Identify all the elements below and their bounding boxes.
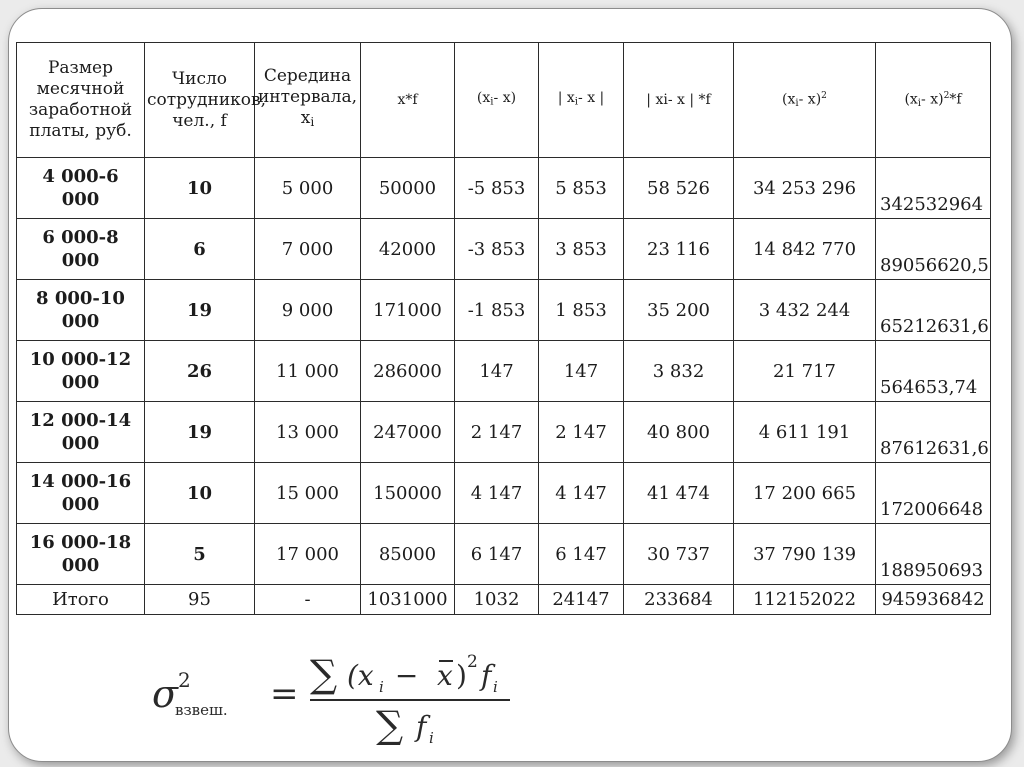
cell-total-squared-deviation: 112152022 xyxy=(734,585,876,615)
cell-abs-deviation-times-f: 3 832 xyxy=(624,341,734,402)
formula-numerator-f: f xyxy=(481,659,492,692)
cell-employee-count: 19 xyxy=(145,402,255,463)
cell-squared-deviation-times-f: 89056620,5 xyxy=(876,219,991,280)
cell-x-times-f: 171000 xyxy=(361,280,455,341)
header-deviation: ($x_i-$ x) xyxy=(455,43,539,158)
formula-numerator-sum: ∑ xyxy=(310,652,338,696)
cell-total-abs-deviation: 24147 xyxy=(539,585,624,615)
formula-sigma: σ xyxy=(152,672,178,716)
cell-deviation: 6 147 xyxy=(455,524,539,585)
cell-abs-deviation-times-f: 30 737 xyxy=(624,524,734,585)
cell-squared-deviation-times-f: 172006648 xyxy=(876,463,991,524)
cell-employee-count: 6 xyxy=(145,219,255,280)
cell-x-times-f: 85000 xyxy=(361,524,455,585)
cell-total-label: Итого xyxy=(17,585,145,615)
header-squared-deviation: ($x_i-$ x)$^2$ xyxy=(734,43,876,158)
cell-midpoint: 13 000 xyxy=(255,402,361,463)
formula-numerator-open: (x xyxy=(347,659,374,692)
cell-x-times-f: 286000 xyxy=(361,341,455,402)
formula-denominator-f: f xyxy=(416,710,427,743)
cell-abs-deviation-times-f: 40 800 xyxy=(624,402,734,463)
cell-squared-deviation: 3 432 244 xyxy=(734,280,876,341)
header-abs-deviation: | $x_i-$ x | xyxy=(539,43,624,158)
cell-midpoint: 15 000 xyxy=(255,463,361,524)
cell-squared-deviation: 21 717 xyxy=(734,341,876,402)
cell-deviation: 147 xyxy=(455,341,539,402)
cell-total-deviation: 1032 xyxy=(455,585,539,615)
cell-squared-deviation: 37 790 139 xyxy=(734,524,876,585)
table-row xyxy=(17,219,991,280)
cell-squared-deviation: 4 611 191 xyxy=(734,402,876,463)
table-row xyxy=(17,463,991,524)
formula-numerator-f-i: i xyxy=(493,678,498,696)
cell-total-x-times-f: 1031000 xyxy=(361,585,455,615)
cell-squared-deviation-times-f: 342532964 xyxy=(876,158,991,219)
cell-salary-range: 12 000-14 000 xyxy=(17,402,145,463)
table-row xyxy=(17,341,991,402)
cell-employee-count: 26 xyxy=(145,341,255,402)
cell-squared-deviation: 14 842 770 xyxy=(734,219,876,280)
formula-sigma-power: 2 xyxy=(178,668,191,692)
cell-squared-deviation: 17 200 665 xyxy=(734,463,876,524)
formula-sigma-subscript: взвеш. xyxy=(175,701,228,719)
cell-salary-range: 8 000-10 000 xyxy=(17,280,145,341)
cell-squared-deviation-times-f: 564653,74 xyxy=(876,341,991,402)
formula-equals: = xyxy=(270,674,299,714)
cell-midpoint: 9 000 xyxy=(255,280,361,341)
cell-salary-range: 16 000-18 000 xyxy=(17,524,145,585)
table-total-row xyxy=(17,585,991,615)
cell-x-times-f: 42000 xyxy=(361,219,455,280)
header-salary-range: Размер месячной заработной платы, руб. xyxy=(17,43,145,158)
cell-squared-deviation: 34 253 296 xyxy=(734,158,876,219)
cell-x-times-f: 50000 xyxy=(361,158,455,219)
cell-deviation: -1 853 xyxy=(455,280,539,341)
salary-statistics-table xyxy=(16,42,991,615)
header-interval-midpoint: Середина интервала, $x_i$ xyxy=(255,43,361,158)
cell-abs-deviation: 4 147 xyxy=(539,463,624,524)
cell-employee-count: 19 xyxy=(145,280,255,341)
cell-squared-deviation-times-f: 188950693 xyxy=(876,524,991,585)
formula-denominator-f-i: i xyxy=(429,729,434,745)
table-row xyxy=(17,402,991,463)
cell-midpoint: 7 000 xyxy=(255,219,361,280)
cell-abs-deviation: 3 853 xyxy=(539,219,624,280)
header-abs-deviation-times-f: | xi- x | *f xyxy=(624,43,734,158)
table-header-row xyxy=(17,43,991,158)
cell-abs-deviation-times-f: 35 200 xyxy=(624,280,734,341)
cell-salary-range: 6 000-8 000 xyxy=(17,219,145,280)
cell-midpoint: 11 000 xyxy=(255,341,361,402)
cell-x-times-f: 150000 xyxy=(361,463,455,524)
formula-numerator-i: i xyxy=(379,678,384,696)
table-row xyxy=(17,158,991,219)
cell-abs-deviation: 6 147 xyxy=(539,524,624,585)
cell-abs-deviation: 1 853 xyxy=(539,280,624,341)
cell-employee-count: 10 xyxy=(145,463,255,524)
header-squared-deviation-times-f: ($x_i-$ x)$^2$*f xyxy=(876,43,991,158)
cell-midpoint: 5 000 xyxy=(255,158,361,219)
cell-deviation: 4 147 xyxy=(455,463,539,524)
cell-abs-deviation: 2 147 xyxy=(539,402,624,463)
table-row xyxy=(17,524,991,585)
formula-denominator-sum: ∑ xyxy=(376,703,404,745)
cell-abs-deviation-times-f: 41 474 xyxy=(624,463,734,524)
cell-salary-range: 10 000-12 000 xyxy=(17,341,145,402)
cell-deviation: -3 853 xyxy=(455,219,539,280)
header-employee-count: Число сотрудников, чел., f xyxy=(145,43,255,158)
weighted-variance-formula xyxy=(150,645,550,745)
cell-salary-range: 4 000-6 000 xyxy=(17,158,145,219)
cell-squared-deviation-times-f: 65212631,6 xyxy=(876,280,991,341)
cell-deviation: -5 853 xyxy=(455,158,539,219)
formula-numerator-power: 2 xyxy=(467,652,478,672)
cell-employee-count: 10 xyxy=(145,158,255,219)
formula-numerator-xbar: x xyxy=(437,659,453,692)
cell-total-employee-count: 95 xyxy=(145,585,255,615)
cell-deviation: 2 147 xyxy=(455,402,539,463)
cell-squared-deviation-times-f: 87612631,6 xyxy=(876,402,991,463)
cell-midpoint: 17 000 xyxy=(255,524,361,585)
cell-abs-deviation-times-f: 58 526 xyxy=(624,158,734,219)
formula-numerator-close: ) xyxy=(456,659,467,692)
header-x-times-f: x*f xyxy=(361,43,455,158)
table-row xyxy=(17,280,991,341)
cell-x-times-f: 247000 xyxy=(361,402,455,463)
formula-numerator-minus: − xyxy=(386,659,428,692)
cell-total-midpoint: - xyxy=(255,585,361,615)
cell-total-abs-deviation-times-f: 233684 xyxy=(624,585,734,615)
cell-total-squared-deviation-times-f: 945936842 xyxy=(876,585,991,615)
cell-abs-deviation-times-f: 23 116 xyxy=(624,219,734,280)
cell-salary-range: 14 000-16 000 xyxy=(17,463,145,524)
cell-abs-deviation: 147 xyxy=(539,341,624,402)
cell-abs-deviation: 5 853 xyxy=(539,158,624,219)
cell-employee-count: 5 xyxy=(145,524,255,585)
